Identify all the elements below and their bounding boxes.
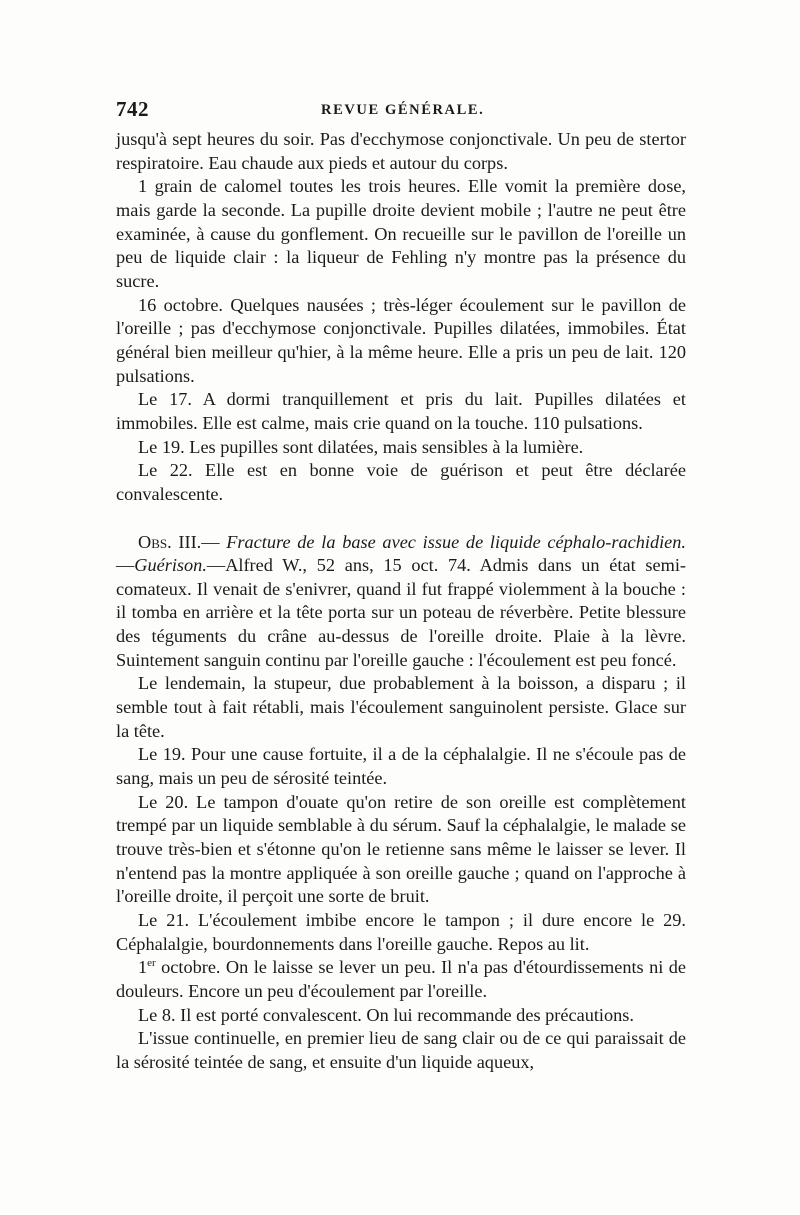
page-header	[116, 97, 686, 121]
observation-paragraph	[116, 531, 686, 673]
body-text	[116, 128, 686, 1075]
paragraph: jusqu'à sept heures du soir. Pas d'ecchymose conjonctivale. Un peu de stertor respiratoire. Eau chaude aux pieds et autour du corps.	[116, 129, 686, 173]
day-number: 1	[138, 957, 148, 978]
paragraph-text: octobre. On le laisse se lever un peu. Il n'a pas d'étourdissements ni de douleurs. Encore un peu d'écoulement par l'oreille.	[116, 957, 686, 1001]
observation-outcome: Guérison.	[134, 555, 207, 576]
paragraph: Le 21. L'écoulement imbibe encore le tampon ; il dure encore le 29. Céphalalgie, bourdonnements dans l'oreille gauche. Repos au lit.	[116, 910, 686, 954]
paragraph: Le 20. Le tampon d'ouate qu'on retire de son oreille est complètement trempé par un liquide semblable à du sérum. Sauf la céphalalgie, le malade se trouve très-bien et s'étonne qu'on le retienne sans même le laisser se lever. Il n'entend pas la montre appliquée à son oreille gauche ; quand on l'approche à l'oreille droite, il perçoit une sorte de bruit.	[116, 791, 686, 907]
dash: —	[116, 555, 135, 576]
paragraph: 1 grain de calomel toutes les trois heures. Elle vomit la première dose, mais garde la seconde. La pupille droite devient mobile ; l'autre ne peut être examinée, à cause du gonflement. On recueille sur le pavillon de l'oreille un peu de liquide clair : la liqueur de Fehling n'y montre pas la présence du sucre.	[116, 176, 686, 291]
section-gap	[116, 507, 686, 531]
paragraph: Le 17. A dormi tranquillement et pris du lait. Pupilles dilatées et immobiles. Elle est calme, mais crie quand on la touche. 110 pulsations.	[116, 389, 686, 433]
paragraph-october-first	[116, 956, 686, 1003]
dash: —	[201, 531, 220, 552]
ordinal-superscript: er	[147, 957, 156, 970]
paragraph: Le 19. Pour une cause fortuite, il a de la céphalalgie. Il ne s'écoule pas de sang, mais un peu de sérosité teintée.	[116, 744, 686, 789]
paragraph: 16 octobre. Quelques nausées ; très-léger écoulement sur le pavillon de l'oreille ; pas d'ecchymose conjonctivale. Pupilles dilatées, immobiles. État général bien meilleur qu'hier, à la même heure. Elle a pris un peu de lait. 120 pulsations.	[116, 294, 686, 386]
paragraph: Le lendemain, la stupeur, due probablement à la boisson, a disparu ; il semble tout à fait rétabli, mais l'écoulement sanguinolent persiste. Glace sur la tête.	[116, 673, 686, 741]
dash: —	[206, 555, 226, 576]
paragraph: Le 22. Elle est en bonne voie de guérison et peut être déclarée convalescente.	[116, 460, 686, 504]
paragraph: Le 19. Les pupilles sont dilatées, mais sensibles à la lumière.	[138, 436, 584, 457]
observation-title: Fracture de la base avec issue de liquide céphalo-rachidien.	[226, 531, 686, 552]
paragraph: Le 8. Il est porté convalescent. On lui recommande des précautions.	[138, 1004, 634, 1025]
observation-intro: Alfred W., 52 ans, 15 oct. 74. Admis dans un état semi-comateux. Il venait de s'enivrer, quand il fut frappé violemment à la bouche : il tomba en arrière et la tête porta sur un poteau de réverbère. Petite blessure des téguments du crâne au-dessus de l'oreille droite. Plaie à la lèvre. Suintement sanguin continu par l'oreille gauche : l'écoulement est peu foncé.	[116, 555, 686, 670]
running-head: REVUE GÉNÉRALE.	[321, 102, 485, 118]
paragraph: L'issue continuelle, en premier lieu de sang clair ou de ce qui paraissait de la sérosité teintée de sang, et ensuite d'un liquide aqueux,	[116, 1028, 686, 1072]
observation-label: Obs. III.	[138, 531, 202, 552]
page-number: 742	[116, 97, 149, 121]
